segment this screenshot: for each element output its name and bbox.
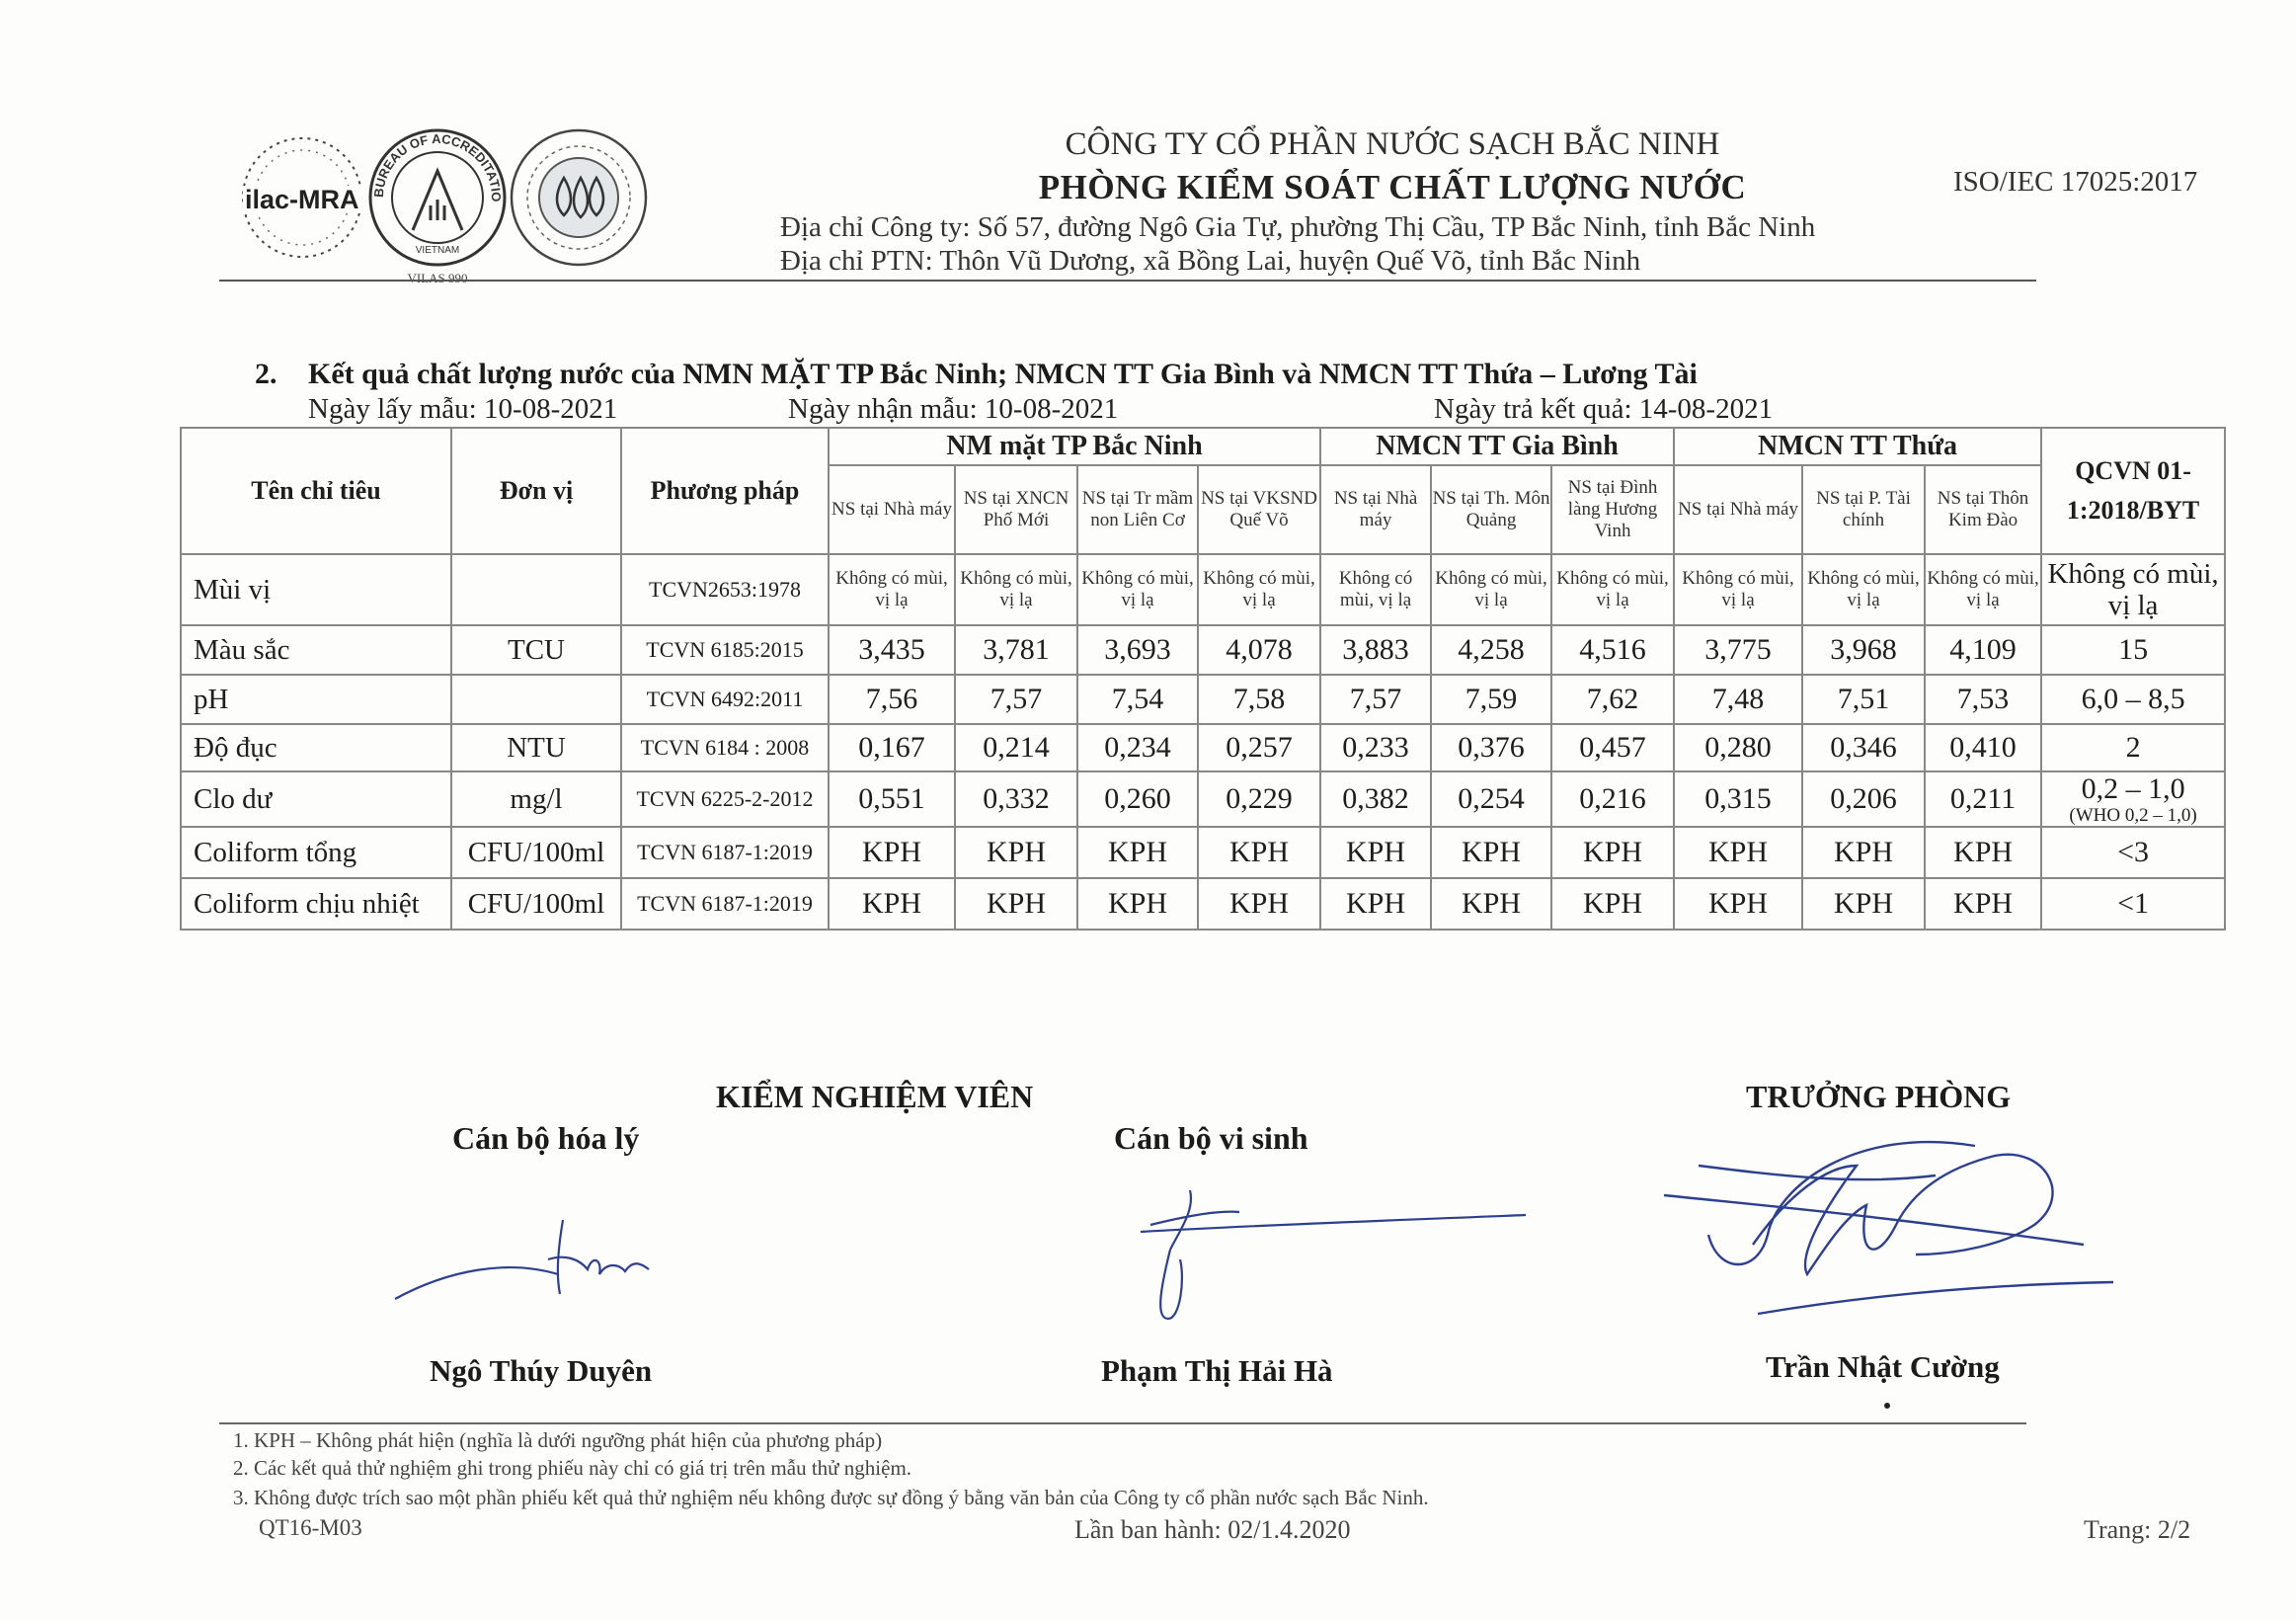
result-cell: 0,280	[1674, 724, 1802, 771]
group-header: NMCN TT Thứa	[1674, 428, 2041, 465]
chem-officer-title: Cán bộ hóa lý	[452, 1120, 640, 1156]
result-cell: Không có mùi, vị lạ	[1802, 554, 1925, 625]
result-cell: 7,58	[1198, 675, 1320, 724]
result-cell: KPH	[955, 878, 1077, 930]
result-cell: 7,48	[1674, 675, 1802, 724]
result-cell: 0,257	[1198, 724, 1320, 771]
page-number: Trang: 2/2	[2084, 1515, 2191, 1544]
result-cell: KPH	[1077, 878, 1198, 930]
result-cell: 0,234	[1077, 724, 1198, 771]
table-row	[181, 675, 2225, 724]
result-cell: Không có mùi, vị lạ	[1674, 554, 1802, 625]
iso-standard: ISO/IEC 17025:2017	[1953, 166, 2198, 198]
standard-value: <1	[2117, 887, 2150, 920]
subcol-header: NS tại XNCN Phố Mới	[955, 465, 1077, 554]
result-cell: 0,214	[955, 724, 1077, 771]
test-method: TCVN 6225-2-2012	[621, 771, 829, 827]
parameter-unit	[451, 675, 621, 724]
result-cell: 0,206	[1802, 771, 1925, 827]
parameter-unit: TCU	[451, 625, 621, 675]
result-cell: 0,315	[1674, 771, 1802, 827]
test-method: TCVN 6187-1:2019	[621, 878, 829, 930]
result-cell: KPH	[829, 827, 955, 878]
result-cell: 0,551	[829, 771, 955, 827]
ilac-mra-logo	[243, 138, 363, 257]
result-cell: 0,211	[1925, 771, 2041, 827]
subcol-header: NS tại P. Tài chính	[1802, 465, 1925, 554]
standard-value: <3	[2117, 836, 2150, 868]
svg-text:BUREAU OF ACCREDITATION: BUREAU OF ACCREDITATIO	[370, 130, 505, 202]
parameter-name: Coliform tổng	[181, 827, 451, 878]
subcol-header: NS tại Th. Môn Quảng	[1431, 465, 1551, 554]
subcol-header: NS tại Thôn Kim Đào	[1925, 465, 2041, 554]
signature-head	[1659, 1106, 2113, 1334]
result-cell: 7,62	[1551, 675, 1674, 724]
receive-date: Ngày nhận mẫu: 10-08-2021	[788, 393, 1119, 425]
standard-limit	[2041, 724, 2225, 771]
result-cell: KPH	[1674, 878, 1802, 930]
header-name: Tên chỉ tiêu	[181, 428, 451, 554]
company-name: CÔNG TY CỔ PHẦN NƯỚC SẠCH BẮC NINH	[1065, 126, 1720, 162]
parameter-name: Độ đục	[181, 724, 451, 771]
subcol-header: NS tại Đình làng Hương Vinh	[1551, 465, 1674, 554]
result-cell: KPH	[1551, 827, 1674, 878]
result-cell: 4,516	[1551, 625, 1674, 675]
result-cell: 0,167	[829, 724, 955, 771]
result-cell: 3,883	[1320, 625, 1431, 675]
svg-text:VIETNAM: VIETNAM	[415, 245, 460, 256]
standard-limit	[2041, 625, 2225, 675]
result-cell: 0,382	[1320, 771, 1431, 827]
table-row	[181, 771, 2225, 827]
result-cell: 0,254	[1431, 771, 1551, 827]
chem-officer-name: Ngô Thúy Duyên	[430, 1353, 653, 1388]
result-cell: Không có mùi, vị lạ	[1198, 554, 1320, 625]
result-cell: KPH	[1925, 878, 2041, 930]
table-row	[181, 625, 2225, 675]
department-name: PHÒNG KIỂM SOÁT CHẤT LƯỢNG NƯỚC	[1038, 168, 1747, 206]
form-code: QT16-M03	[259, 1515, 362, 1540]
result-cell: Không có mùi, vị lạ	[1925, 554, 2041, 625]
micro-officer-title: Cán bộ vi sinh	[1114, 1120, 1308, 1156]
result-cell: 0,376	[1431, 724, 1551, 771]
footnote: 1. KPH – Không phát hiện (nghĩa là dưới ngưỡng phát hiện của phương pháp)	[233, 1428, 883, 1452]
result-cell: 3,968	[1802, 625, 1925, 675]
svg-text:VILAS 990: VILAS 990	[407, 271, 468, 284]
result-cell: KPH	[1431, 878, 1551, 930]
parameter-unit: NTU	[451, 724, 621, 771]
standard-value: 0,2 – 1,0	[2081, 772, 2185, 805]
result-cell: 0,229	[1198, 771, 1320, 827]
standard-limit	[2041, 878, 2225, 930]
result-cell: KPH	[1077, 827, 1198, 878]
parameter-name: pH	[181, 675, 451, 724]
parameter-name: Màu sắc	[181, 625, 451, 675]
test-method: TCVN 6184 : 2008	[621, 724, 829, 771]
test-method: TCVN 6492:2011	[621, 675, 829, 724]
result-cell: 3,781	[955, 625, 1077, 675]
footnote: 2. Các kết quả thử nghiệm ghi trong phiếu này chỉ có giá trị trên mẫu thử nghiệm.	[233, 1456, 912, 1480]
results-table	[180, 427, 2226, 931]
signature-chem	[390, 1200, 676, 1319]
result-date: Ngày trả kết quả: 14-08-2021	[1434, 393, 1774, 425]
standard-value: 15	[2118, 633, 2149, 666]
standard-limit	[2041, 827, 2225, 878]
result-cell: KPH	[955, 827, 1077, 878]
footnote: 3. Không được trích sao một phần phiếu kết quả thử nghiệm nếu không được sự đồng ý bằng văn bản của Công ty cổ phần nước sạch Bắc Ninh.	[233, 1486, 1429, 1509]
result-cell: KPH	[1925, 827, 2041, 878]
svg-text:ilac-MRA: ilac-MRA	[245, 185, 359, 214]
test-method: TCVN2653:1978	[621, 554, 829, 625]
table-row	[181, 724, 2225, 771]
group-header: NMCN TT Gia Bình	[1320, 428, 1674, 465]
result-cell: Không có mùi, vị lạ	[1077, 554, 1198, 625]
testers-title: KIỂM NGHIỆM VIÊN	[716, 1079, 1034, 1114]
result-cell: 7,56	[829, 675, 955, 724]
result-cell: 0,233	[1320, 724, 1431, 771]
company-logo	[512, 130, 646, 265]
result-cell: 0,332	[955, 771, 1077, 827]
standard-value: 6,0 – 8,5	[2081, 683, 2185, 715]
accreditation-logos	[235, 126, 660, 284]
result-cell: 0,216	[1551, 771, 1674, 827]
parameter-unit: mg/l	[451, 771, 621, 827]
standard-note: (WHO 0,2 – 1,0)	[2069, 805, 2197, 826]
subcol-header: NS tại VKSND Quế Võ	[1198, 465, 1320, 554]
header-standard: QCVN 01-1:2018/BYT	[2041, 428, 2225, 554]
result-cell: 0,260	[1077, 771, 1198, 827]
standard-value: 2	[2125, 731, 2141, 764]
parameter-name: Mùi vị	[181, 554, 451, 625]
standard-limit	[2041, 675, 2225, 724]
result-cell: KPH	[1198, 827, 1320, 878]
lab-address: Địa chỉ PTN: Thôn Vũ Dương, xã Bồng Lai, huyện Quế Võ, tỉnh Bắc Ninh	[780, 245, 1641, 277]
result-cell: KPH	[1198, 878, 1320, 930]
table-row	[181, 827, 2225, 878]
result-cell: 7,54	[1077, 675, 1198, 724]
subcol-header: NS tại Nhà máy	[829, 465, 955, 554]
group-header: NM mặt TP Bắc Ninh	[829, 428, 1320, 465]
result-cell: 0,346	[1802, 724, 1925, 771]
subcol-header: NS tại Nhà máy	[1674, 465, 1802, 554]
header-unit: Đơn vị	[451, 428, 621, 554]
result-cell: 4,258	[1431, 625, 1551, 675]
result-cell: Không có mùi, vị lạ	[955, 554, 1077, 625]
test-method: TCVN 6185:2015	[621, 625, 829, 675]
result-cell: 4,109	[1925, 625, 2041, 675]
subcol-header: NS tại Tr mầm non Liên Cơ	[1077, 465, 1198, 554]
standard-limit	[2041, 554, 2225, 625]
result-cell: 0,410	[1925, 724, 2041, 771]
result-cell: 3,693	[1077, 625, 1198, 675]
result-cell: KPH	[1320, 827, 1431, 878]
standard-value: Không có mùi, vị lạ	[2047, 558, 2219, 621]
company-address: Địa chỉ Công ty: Số 57, đường Ngô Gia Tự, phường Thị Cầu, TP Bắc Ninh, tỉnh Bắc Ninh	[780, 211, 1816, 243]
result-cell: Không có mùi, vị lạ	[1320, 554, 1431, 625]
signature-micro	[1111, 1180, 1545, 1329]
test-method: TCVN 6187-1:2019	[621, 827, 829, 878]
result-cell: KPH	[1551, 878, 1674, 930]
head-title: TRƯỞNG PHÒNG	[1746, 1079, 2012, 1114]
result-cell: Không có mùi, vị lạ	[829, 554, 955, 625]
result-cell: KPH	[829, 878, 955, 930]
head-name: Trần Nhật Cường	[1766, 1349, 2000, 1384]
standard-limit	[2041, 771, 2225, 827]
result-cell: 0,457	[1551, 724, 1674, 771]
result-cell: KPH	[1802, 827, 1925, 878]
parameter-unit: CFU/100ml	[451, 878, 621, 930]
result-cell: KPH	[1320, 878, 1431, 930]
section-number: 2.	[255, 358, 277, 390]
result-cell: KPH	[1431, 827, 1551, 878]
header-divider	[219, 280, 2036, 282]
sample-date: Ngày lấy mẫu: 10-08-2021	[308, 393, 618, 425]
parameter-name: Coliform chịu nhiệt	[181, 878, 451, 930]
ink-dot	[1884, 1403, 1890, 1409]
result-cell: 3,435	[829, 625, 955, 675]
parameter-unit: CFU/100ml	[451, 827, 621, 878]
result-cell: 4,078	[1198, 625, 1320, 675]
result-cell: KPH	[1674, 827, 1802, 878]
parameter-name: Clo dư	[181, 771, 451, 827]
header-method: Phương pháp	[621, 428, 829, 554]
result-cell: 3,775	[1674, 625, 1802, 675]
table-row	[181, 554, 2225, 625]
result-cell: 7,53	[1925, 675, 2041, 724]
result-cell: 7,57	[1320, 675, 1431, 724]
result-cell: Không có mùi, vị lạ	[1551, 554, 1674, 625]
micro-officer-name: Phạm Thị Hải Hà	[1101, 1353, 1333, 1388]
table-row	[181, 878, 2225, 930]
result-cell: 7,57	[955, 675, 1077, 724]
parameter-unit	[451, 554, 621, 625]
result-cell: 7,59	[1431, 675, 1551, 724]
issue-info: Lần ban hành: 02/1.4.2020	[1074, 1515, 1351, 1544]
footer-divider	[219, 1422, 2026, 1424]
result-cell: KPH	[1802, 878, 1925, 930]
subcol-header: NS tại Nhà máy	[1320, 465, 1431, 554]
result-cell: 7,51	[1802, 675, 1925, 724]
result-cell: Không có mùi, vị lạ	[1431, 554, 1551, 625]
section-title: Kết quả chất lượng nước của NMN MẶT TP Bắc Ninh; NMCN TT Gia Bình và NMCN TT Thứa – Lương Tài	[308, 358, 1698, 390]
